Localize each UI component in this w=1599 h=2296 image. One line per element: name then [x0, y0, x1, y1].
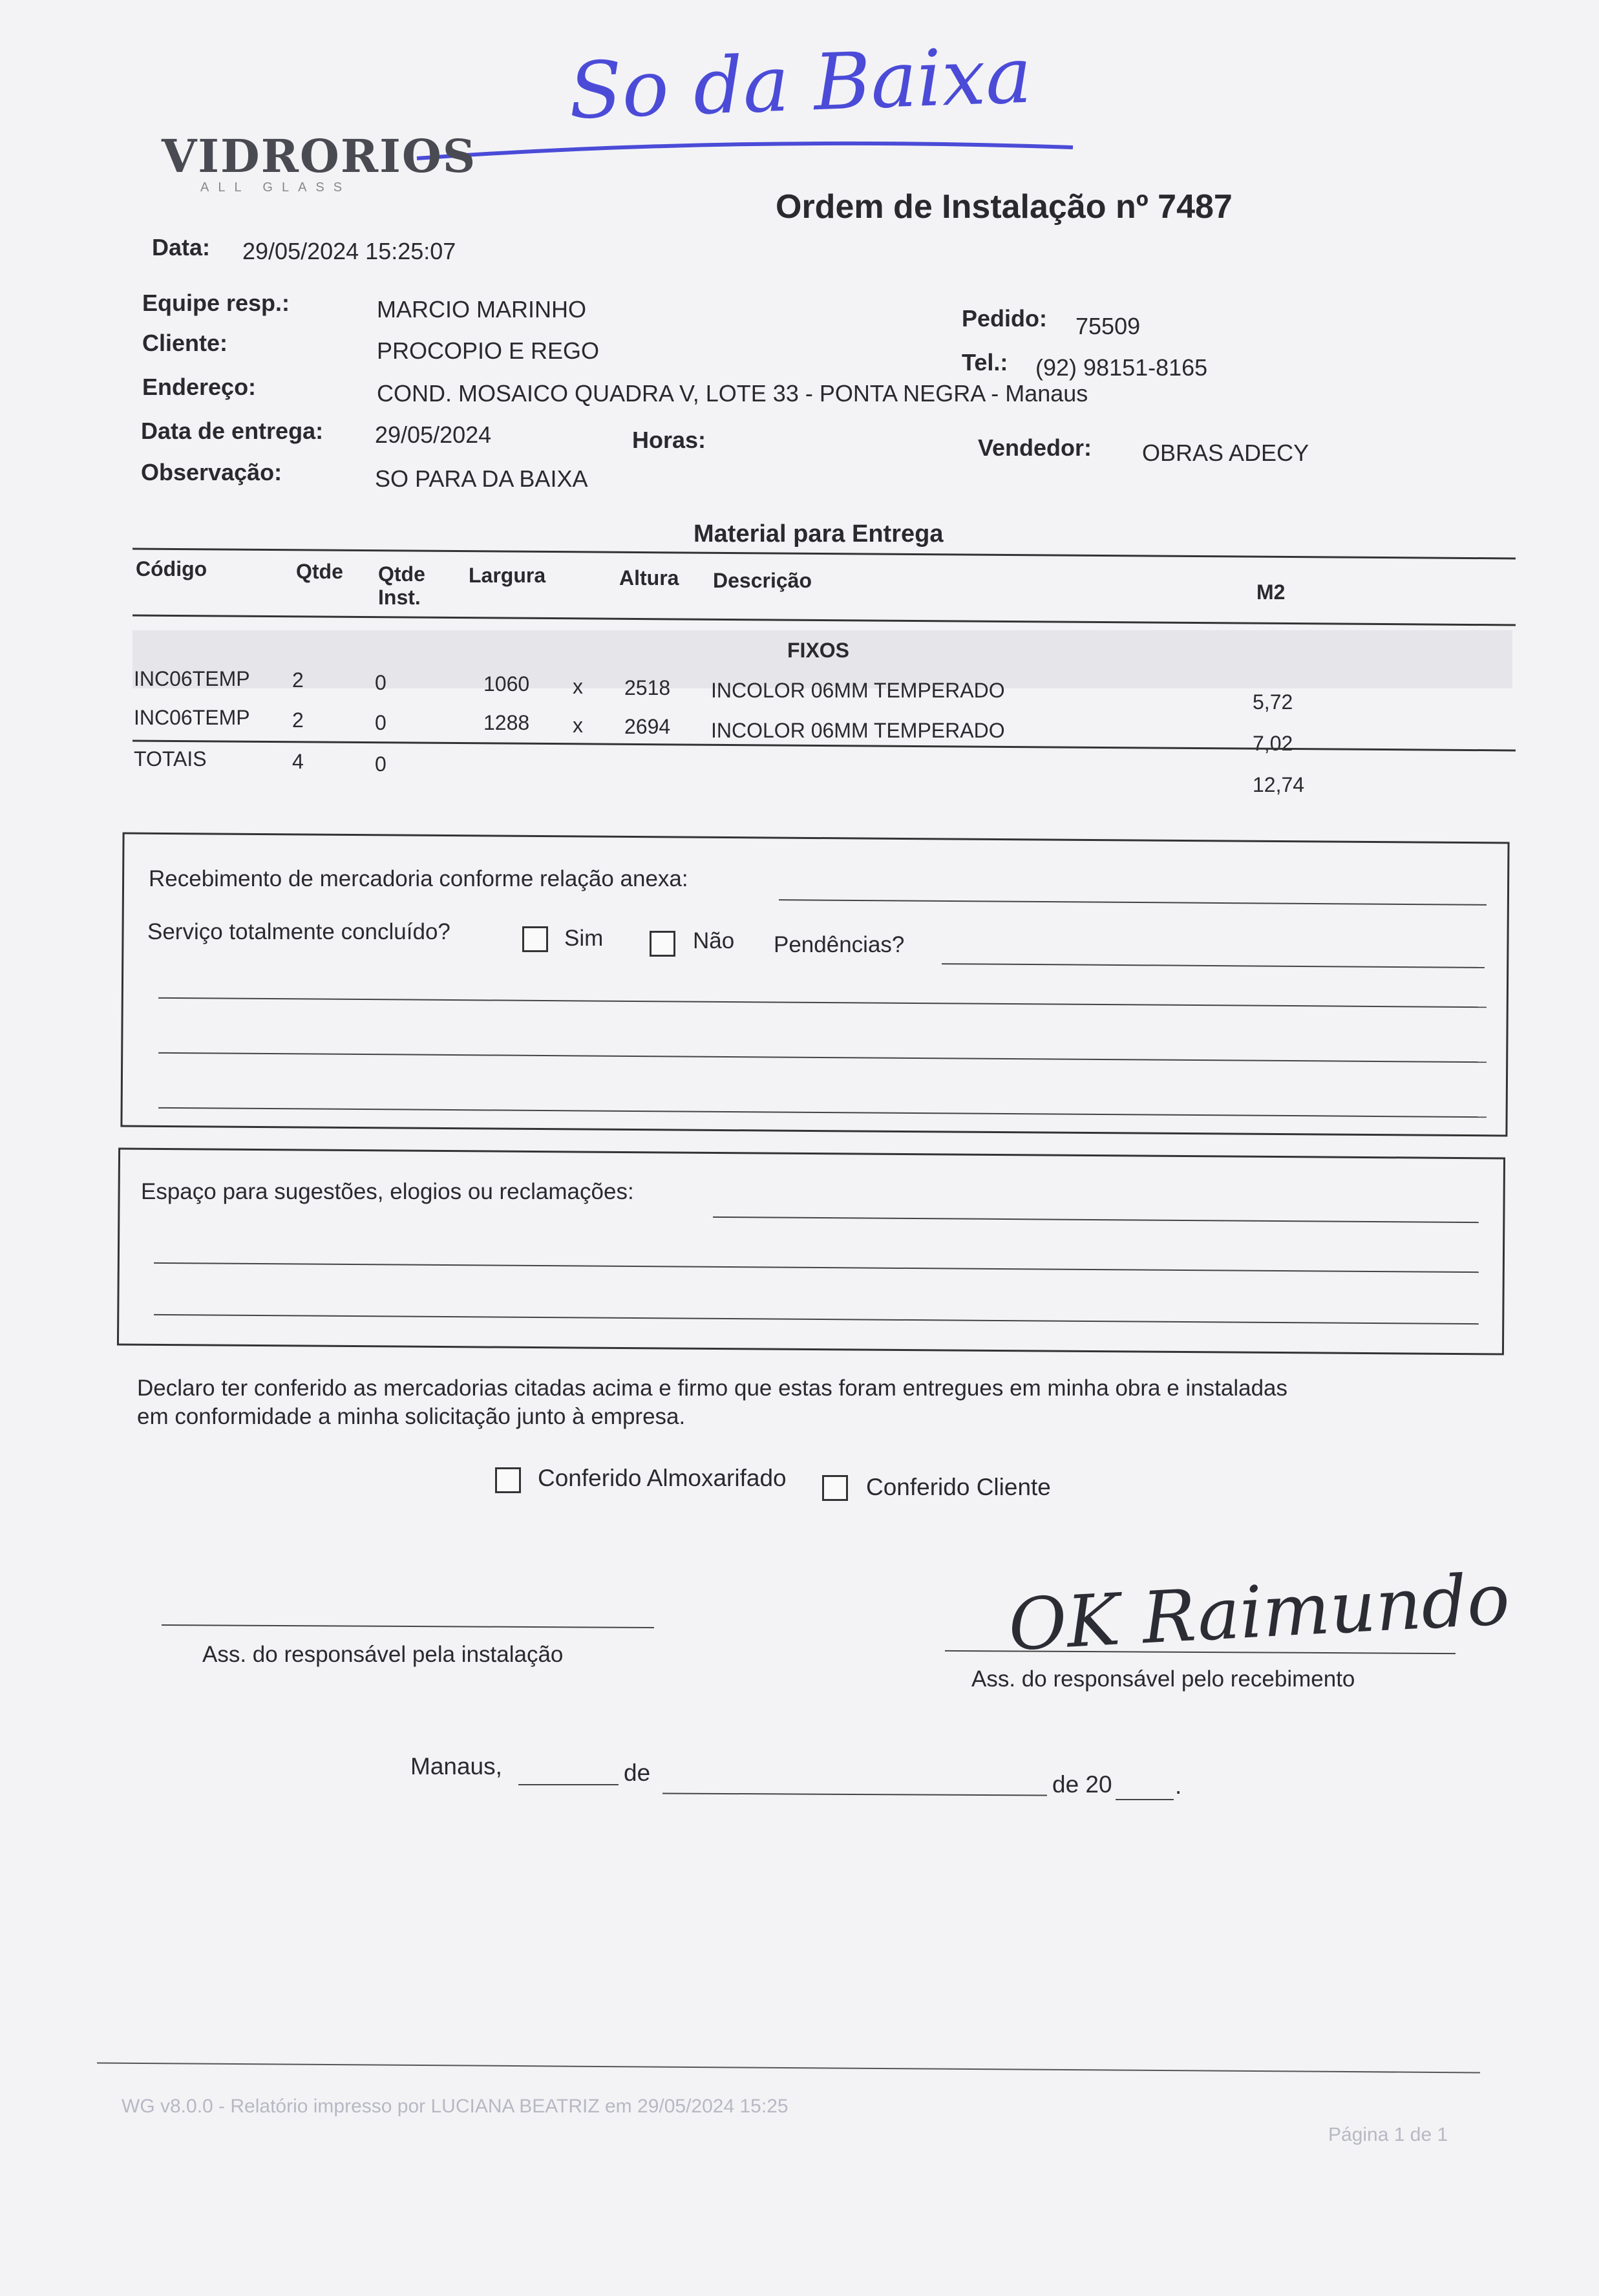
footer-left: WG v8.0.0 - Relatório impresso por LUCIANA BEATRIZ em 29/05/2024 15:25: [122, 2096, 789, 2117]
row2-inst: 0: [375, 711, 387, 734]
nao-label: Não: [693, 928, 735, 953]
pedido-value: 75509: [1075, 313, 1141, 339]
signature-handwriting: OK Raimundo: [1006, 1557, 1512, 1667]
row1-inst: 0: [375, 671, 387, 694]
recebimento-label: Recebimento de mercadoria conforme relação anexa:: [149, 866, 688, 891]
declaration-line-1: Declaro ter conferido as mercadorias citadas acima e firmo que estas foram entregues em minha obra e instaladas: [137, 1376, 1288, 1401]
totals-qtde: 4: [292, 750, 304, 773]
logo-tagline: ALL GLASS: [200, 180, 352, 195]
row2-codigo: INC06TEMP: [134, 706, 250, 729]
col-largura: Largura: [469, 564, 546, 587]
page-title: Ordem de Instalação nº 7487: [776, 188, 1233, 226]
company-logo: [162, 129, 476, 195]
table-title: Material para Entrega: [694, 520, 944, 547]
totals-label: TOTAIS: [134, 747, 207, 771]
col-descricao: Descrição: [713, 569, 812, 592]
handwritten-note: So da Baixa: [567, 30, 1033, 137]
pendencias-label: Pendências?: [774, 932, 905, 957]
place-city: Manaus,: [410, 1753, 502, 1780]
row2-m2: 7,02: [1253, 732, 1293, 755]
row1-largura: 1060: [483, 672, 530, 696]
cliente-value: PROCOPIO E REGO: [377, 337, 600, 364]
row2-qtde: 2: [292, 708, 304, 732]
endereco-label: Endereço:: [142, 374, 257, 400]
entrega-label: Data de entrega:: [141, 418, 324, 444]
pedido-label: Pedido:: [962, 305, 1047, 332]
totals-m2: 12,74: [1253, 773, 1305, 796]
declaration-line-2: em conformidade a minha solicitação junto à empresa.: [137, 1404, 686, 1429]
sim-label: Sim: [564, 926, 604, 951]
entrega-value: 29/05/2024: [375, 421, 492, 448]
logo-name: VIDRORIOS: [162, 129, 477, 183]
date-value: 29/05/2024 15:25:07: [242, 238, 456, 264]
place-year-line[interactable]: [1116, 1799, 1174, 1800]
row1-codigo: INC06TEMP: [134, 667, 250, 690]
place-month-line[interactable]: [662, 1792, 1047, 1796]
place-day-line[interactable]: [518, 1784, 619, 1785]
cliente-check-label: Conferido Cliente: [866, 1474, 1051, 1500]
equipe-label: Equipe resp.:: [142, 290, 290, 316]
row1-x: x: [573, 675, 583, 698]
sim-checkbox[interactable]: [522, 926, 548, 952]
footer-rule: [97, 2063, 1480, 2074]
endereco-value: COND. MOSAICO QUADRA V, LOTE 33 - PONTA NEGRA - Manaus: [377, 380, 1088, 407]
place-de-2: de 20: [1052, 1771, 1112, 1798]
row1-altura: 2518: [624, 676, 671, 699]
col-m2: M2: [1256, 580, 1286, 604]
sig-receive-label: Ass. do responsável pelo recebimento: [971, 1666, 1355, 1692]
row1-m2: 5,72: [1253, 690, 1293, 714]
footer-right: Página 1 de 1: [1328, 2124, 1448, 2145]
tel-label: Tel.:: [962, 349, 1008, 376]
group-label: FIXOS: [787, 639, 850, 662]
cliente-checkbox[interactable]: [822, 1475, 848, 1501]
col-qtde-inst-line1: Qtde: [378, 562, 425, 586]
almoxarifado-label: Conferido Almoxarifado: [538, 1465, 787, 1491]
servico-label: Serviço totalmente concluído?: [147, 919, 450, 944]
row2-descricao: INCOLOR 06MM TEMPERADO: [711, 719, 1005, 742]
date-label: Data:: [152, 234, 211, 260]
col-codigo: Código: [136, 557, 207, 580]
col-qtde-inst-line2: Inst.: [378, 586, 421, 609]
sig-install-line[interactable]: [162, 1624, 654, 1628]
vendedor-label: Vendedor:: [978, 434, 1092, 461]
col-qtde-inst: [378, 562, 425, 609]
place-dot: .: [1175, 1772, 1182, 1799]
cliente-label: Cliente:: [142, 330, 228, 356]
row2-altura: 2694: [624, 715, 671, 738]
col-qtde: Qtde: [296, 560, 343, 583]
observacao-label: Observação:: [141, 459, 282, 485]
almoxarifado-checkbox[interactable]: [495, 1467, 521, 1493]
equipe-value: MARCIO MARINHO: [377, 296, 586, 323]
col-altura: Altura: [619, 566, 679, 590]
row2-x: x: [573, 714, 583, 737]
sig-install-label: Ass. do responsável pela instalação: [202, 1642, 564, 1667]
suggestions-label: Espaço para sugestões, elogios ou reclamações:: [141, 1179, 634, 1204]
totals-inst: 0: [375, 752, 387, 776]
table-header-rule: [132, 615, 1516, 626]
place-de-1: de: [624, 1759, 651, 1786]
tel-value: (92) 98151-8165: [1035, 354, 1208, 381]
row2-largura: 1288: [483, 711, 530, 734]
row1-descricao: INCOLOR 06MM TEMPERADO: [711, 679, 1005, 702]
horas-label: Horas:: [632, 427, 706, 453]
vendedor-value: OBRAS ADECY: [1142, 440, 1309, 466]
row1-qtde: 2: [292, 668, 304, 692]
observacao-value: SO PARA DA BAIXA: [375, 465, 588, 492]
table-top-rule: [132, 548, 1516, 560]
handwritten-underline: [414, 129, 1079, 168]
nao-checkbox[interactable]: [650, 931, 675, 957]
